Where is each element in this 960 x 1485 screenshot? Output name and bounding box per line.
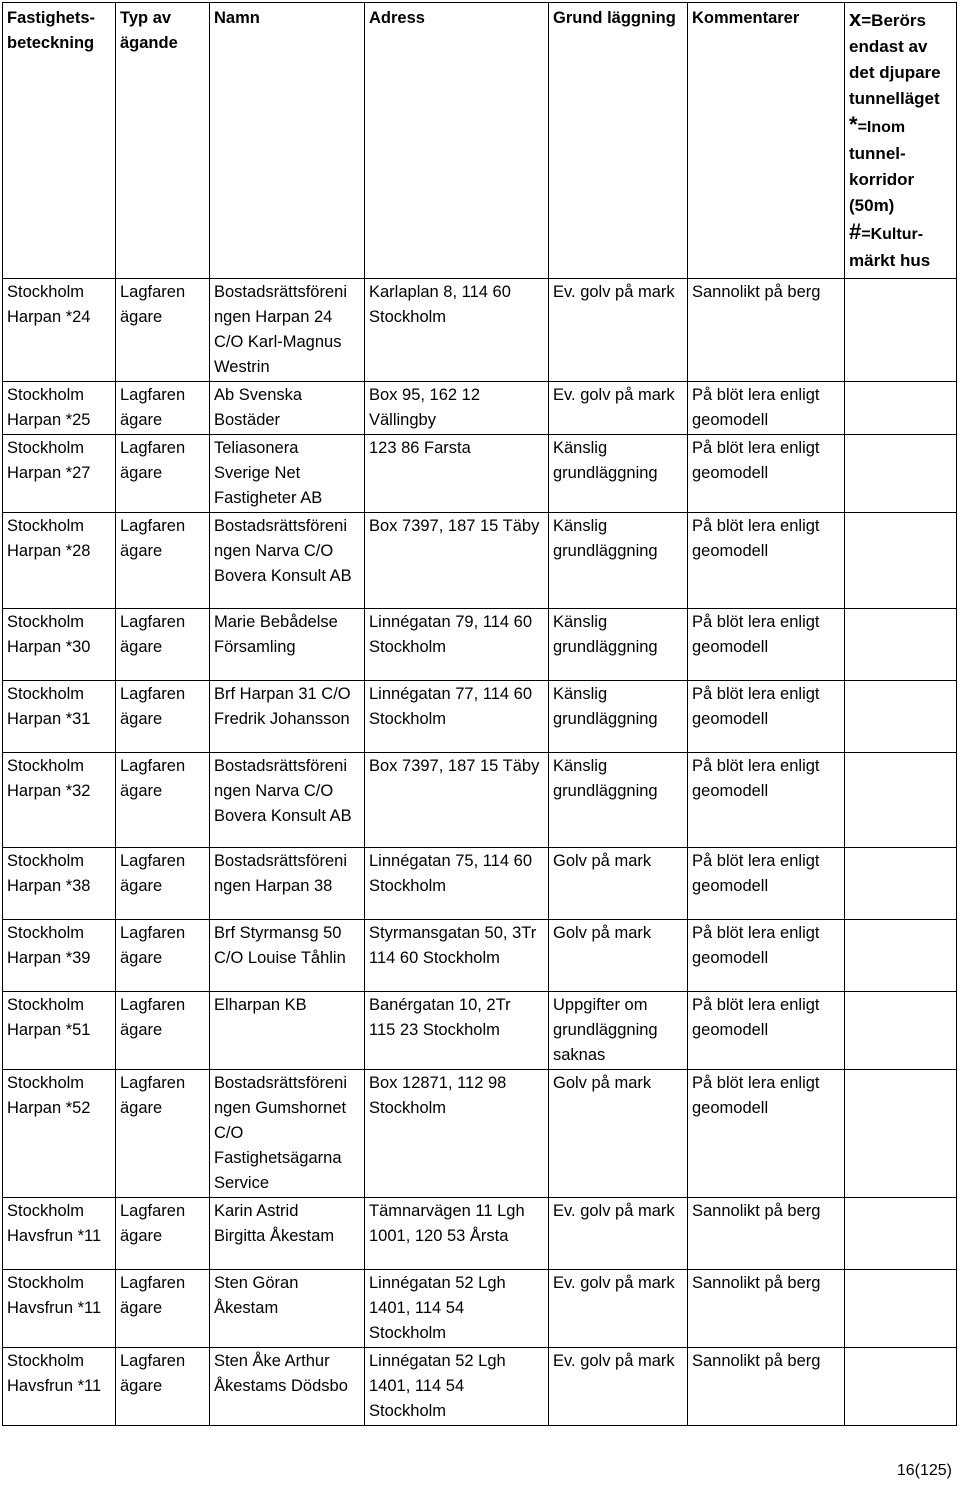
cell-line: Linnégatan 79, 114 60 [369, 613, 533, 631]
cell-line: Bostäder [214, 411, 281, 429]
cell-line: Harpan *27 [7, 464, 91, 482]
cell-line: Lagfaren [120, 757, 186, 775]
cell-line: På blöt lera enligt [692, 924, 820, 942]
cell-line: 1401, 114 54 [369, 1377, 465, 1395]
cell-adress [365, 1270, 549, 1348]
cell-kommentar [688, 1348, 845, 1426]
cell-line: Stockholm [369, 710, 447, 728]
table-row [3, 1198, 957, 1270]
cell-legend-marker [845, 848, 957, 920]
cell-line: Stockholm [7, 1352, 85, 1370]
cell-line: Stockholm [7, 439, 85, 457]
cell-namn [210, 435, 365, 513]
cell-line: geomodell [692, 411, 769, 429]
cell-line: geomodell [692, 949, 769, 967]
cell-grund [549, 1070, 688, 1198]
cell-line: Lagfaren [120, 685, 186, 703]
cell-line: Harpan *32 [7, 782, 91, 800]
cell-typ [116, 753, 210, 848]
cell-namn [210, 681, 365, 753]
cell-namn [210, 1270, 365, 1348]
cell-namn [210, 513, 365, 609]
cell-grund [549, 279, 688, 382]
cell-line: På blöt lera enligt [692, 852, 820, 870]
cell-line: Linnégatan 77, 114 60 [369, 685, 533, 703]
cell-line: saknas [553, 1046, 606, 1064]
cell-adress [365, 279, 549, 382]
cell-fastighet [3, 609, 116, 681]
cell-typ [116, 848, 210, 920]
cell-adress [365, 1070, 549, 1198]
cell-adress [365, 992, 549, 1070]
cell-namn [210, 1198, 365, 1270]
cell-adress [365, 1198, 549, 1270]
cell-fastighet [3, 992, 116, 1070]
cell-line: C/O Karl-Magnus [214, 333, 342, 351]
cell-line: grundläggning [553, 638, 658, 656]
header-kommentarer: Kommentarer [688, 3, 845, 279]
cell-namn [210, 992, 365, 1070]
cell-adress [365, 753, 549, 848]
table-row [3, 279, 957, 382]
cell-line: Styrmansgatan 50, 3Tr [369, 924, 537, 942]
cell-line: Lagfaren [120, 1352, 186, 1370]
cell-line: ägare [120, 1299, 163, 1317]
cell-line: Birgitta Åkestam [214, 1227, 335, 1245]
cell-line: Lagfaren [120, 386, 186, 404]
cell-line: Ev. golv på mark [553, 1202, 675, 1220]
cell-line: Sten Åke Arthur [214, 1352, 330, 1370]
cell-line: Teliasonera [214, 439, 299, 457]
cell-line: Känslig [553, 439, 608, 457]
cell-line: geomodell [692, 1099, 769, 1117]
cell-adress [365, 382, 549, 435]
cell-line: grundläggning [553, 1021, 658, 1039]
cell-line: Stockholm [369, 1099, 447, 1117]
header-typ-av-agande: Typ av ägande [116, 3, 210, 279]
cell-kommentar [688, 753, 845, 848]
page-number: 16(125) [896, 1462, 952, 1479]
cell-line: Stockholm [7, 386, 85, 404]
cell-line: ngen Harpan 38 [214, 877, 333, 895]
table-row [3, 609, 957, 681]
cell-namn [210, 920, 365, 992]
cell-legend-marker [845, 1198, 957, 1270]
cell-namn [210, 1070, 365, 1198]
cell-line: Uppgifter om [553, 996, 648, 1014]
cell-line: 1401, 114 54 [369, 1299, 465, 1317]
cell-typ [116, 513, 210, 609]
table-body [3, 279, 957, 1426]
cell-line: Fastighetsägarna [214, 1149, 342, 1167]
cell-line: grundläggning [553, 710, 658, 728]
cell-line: geomodell [692, 542, 769, 560]
cell-line: På blöt lera enligt [692, 439, 820, 457]
cell-namn [210, 279, 365, 382]
cell-legend-marker [845, 681, 957, 753]
cell-line: På blöt lera enligt [692, 613, 820, 631]
cell-grund [549, 920, 688, 992]
cell-line: Bostadsrättsföreni [214, 1074, 347, 1092]
cell-line: Vällingby [369, 411, 436, 429]
cell-grund [549, 609, 688, 681]
cell-line: På blöt lera enligt [692, 1074, 820, 1092]
cell-line: Stockholm [7, 613, 85, 631]
cell-fastighet [3, 753, 116, 848]
cell-line: Lagfaren [120, 283, 186, 301]
cell-line: Ev. golv på mark [553, 283, 675, 301]
cell-line: Stockholm [369, 1402, 447, 1420]
cell-grund [549, 753, 688, 848]
cell-adress [365, 920, 549, 992]
cell-fastighet [3, 1348, 116, 1426]
cell-line: ägare [120, 1099, 163, 1117]
cell-typ [116, 992, 210, 1070]
cell-line: Lagfaren [120, 1202, 186, 1220]
cell-line: Sten Göran [214, 1274, 299, 1292]
header-namn: Namn [210, 3, 365, 279]
cell-line: Harpan *38 [7, 877, 91, 895]
cell-kommentar [688, 382, 845, 435]
table-row [3, 920, 957, 992]
cell-line: ägare [120, 1377, 163, 1395]
cell-legend-marker [845, 1270, 957, 1348]
cell-line: Harpan *24 [7, 308, 91, 326]
cell-line: ngen Narva C/O [214, 782, 334, 800]
cell-line: Golv på mark [553, 924, 652, 942]
cell-line: Lagfaren [120, 1274, 186, 1292]
cell-line: Lagfaren [120, 613, 186, 631]
cell-adress [365, 435, 549, 513]
cell-line: grundläggning [553, 782, 658, 800]
table-row [3, 435, 957, 513]
cell-line: På blöt lera enligt [692, 517, 820, 535]
cell-line: Harpan *39 [7, 949, 91, 967]
cell-line: Sannolikt på berg [692, 283, 821, 301]
cell-line: ägare [120, 411, 163, 429]
cell-line: Känslig [553, 613, 608, 631]
cell-line: På blöt lera enligt [692, 386, 820, 404]
cell-line: Stockholm [369, 638, 447, 656]
cell-fastighet [3, 920, 116, 992]
cell-line: Stockholm [7, 757, 85, 775]
legend-x: x=Berörs [849, 6, 926, 31]
cell-line: På blöt lera enligt [692, 996, 820, 1014]
cell-namn [210, 753, 365, 848]
cell-fastighet [3, 1198, 116, 1270]
cell-line: 114 60 Stockholm [369, 949, 500, 967]
cell-kommentar [688, 279, 845, 382]
cell-fastighet [3, 848, 116, 920]
cell-kommentar [688, 848, 845, 920]
cell-namn [210, 848, 365, 920]
cell-line: grundläggning [553, 464, 658, 482]
table-row [3, 1348, 957, 1426]
cell-legend-marker [845, 992, 957, 1070]
cell-line: 115 23 Stockholm [369, 1021, 500, 1039]
cell-kommentar [688, 1270, 845, 1348]
cell-line: geomodell [692, 638, 769, 656]
cell-fastighet [3, 1270, 116, 1348]
cell-line: Box 7397, 187 15 Täby [369, 757, 540, 775]
cell-line: Stockholm [369, 877, 447, 895]
cell-line: På blöt lera enligt [692, 685, 820, 703]
table-header-row [3, 3, 957, 279]
document-page [2, 2, 956, 1479]
cell-line: Sannolikt på berg [692, 1274, 821, 1292]
cell-line: ägare [120, 638, 163, 656]
cell-line: Linnégatan 75, 114 60 [369, 852, 533, 870]
table-row [3, 513, 957, 609]
header-fastighetsbeteckning: Fastighets- beteckning [3, 3, 116, 279]
cell-fastighet [3, 435, 116, 513]
cell-line: Stockholm [7, 1074, 85, 1092]
cell-namn [210, 609, 365, 681]
cell-line: ngen Harpan 24 [214, 308, 333, 326]
cell-line: Linnégatan 52 Lgh [369, 1274, 506, 1292]
cell-line: Stockholm [7, 996, 85, 1014]
table-row [3, 753, 957, 848]
cell-kommentar [688, 681, 845, 753]
cell-line: ägare [120, 464, 163, 482]
cell-line: Stockholm [7, 1202, 85, 1220]
cell-line: Harpan *28 [7, 542, 91, 560]
cell-fastighet [3, 279, 116, 382]
table-row [3, 681, 957, 753]
cell-line: Stockholm [7, 924, 85, 942]
cell-grund [549, 681, 688, 753]
cell-line: 1001, 120 53 Årsta [369, 1227, 509, 1245]
table-row [3, 382, 957, 435]
cell-line: Bostadsrättsföreni [214, 852, 347, 870]
cell-kommentar [688, 513, 845, 609]
cell-grund [549, 848, 688, 920]
cell-line: geomodell [692, 877, 769, 895]
cell-line: Golv på mark [553, 852, 652, 870]
cell-line: Fredrik Johansson [214, 710, 350, 728]
cell-kommentar [688, 609, 845, 681]
cell-line: Ev. golv på mark [553, 386, 675, 404]
cell-line: Ev. golv på mark [553, 1274, 675, 1292]
cell-typ [116, 609, 210, 681]
cell-line: Elharpan KB [214, 996, 307, 1014]
cell-line: Ab Svenska [214, 386, 303, 404]
cell-line: Stockholm [7, 283, 85, 301]
cell-line: På blöt lera enligt [692, 757, 820, 775]
cell-line: Stockholm [7, 685, 85, 703]
cell-kommentar [688, 1198, 845, 1270]
cell-kommentar [688, 1070, 845, 1198]
cell-grund [549, 513, 688, 609]
cell-adress [365, 513, 549, 609]
cell-typ [116, 1070, 210, 1198]
cell-line: ägare [120, 782, 163, 800]
cell-legend-marker [845, 609, 957, 681]
cell-line: geomodell [692, 782, 769, 800]
cell-line: Bostadsrättsföreni [214, 283, 347, 301]
cell-line: Bostadsrättsföreni [214, 517, 347, 535]
cell-legend-marker [845, 435, 957, 513]
cell-line: Känslig [553, 685, 608, 703]
cell-line: Sannolikt på berg [692, 1202, 821, 1220]
cell-line: Stockholm [369, 308, 447, 326]
cell-fastighet [3, 681, 116, 753]
cell-line: Box 12871, 112 98 [369, 1074, 507, 1092]
header-legend: x=Berörs endast av det djupare tunnelläget *=Inom tunnel- korridor (50m) #=Kultur- märkt hus [845, 3, 957, 279]
cell-legend-marker [845, 513, 957, 609]
cell-grund [549, 1270, 688, 1348]
legend-star: *=Inom [849, 112, 906, 137]
cell-line: C/O [214, 1124, 244, 1142]
cell-legend-marker [845, 1348, 957, 1426]
cell-typ [116, 435, 210, 513]
cell-adress [365, 681, 549, 753]
cell-kommentar [688, 992, 845, 1070]
cell-legend-marker [845, 1070, 957, 1198]
cell-adress [365, 848, 549, 920]
cell-line: Sverige Net [214, 464, 301, 482]
cell-line: Lagfaren [120, 924, 186, 942]
cell-line: Lagfaren [120, 517, 186, 535]
property-table [2, 2, 957, 1426]
cell-line: Tämnarvägen 11 Lgh [369, 1202, 525, 1220]
cell-line: ngen Gumshornet [214, 1099, 347, 1117]
cell-line: ägare [120, 542, 163, 560]
cell-line: Bostadsrättsföreni [214, 757, 347, 775]
cell-namn [210, 382, 365, 435]
cell-line: Linnégatan 52 Lgh [369, 1352, 506, 1370]
table-row [3, 848, 957, 920]
cell-line: Harpan *52 [7, 1099, 91, 1117]
table-row [3, 1270, 957, 1348]
cell-line: ägare [120, 710, 163, 728]
cell-typ [116, 1348, 210, 1426]
cell-namn [210, 1348, 365, 1426]
cell-line: Brf Styrmansg 50 [214, 924, 342, 942]
cell-line: Box 95, 162 12 [369, 386, 481, 404]
cell-line: Box 7397, 187 15 Täby [369, 517, 540, 535]
cell-typ [116, 920, 210, 992]
cell-grund [549, 1348, 688, 1426]
cell-line: Marie Bebådelse [214, 613, 338, 631]
cell-line: Banérgatan 10, 2Tr [369, 996, 511, 1014]
cell-line: Lagfaren [120, 852, 186, 870]
cell-typ [116, 279, 210, 382]
cell-legend-marker [845, 279, 957, 382]
cell-typ [116, 1270, 210, 1348]
cell-line: Åkestams Dödsbo [214, 1377, 348, 1395]
cell-line: Känslig [553, 517, 608, 535]
cell-grund [549, 1198, 688, 1270]
cell-kommentar [688, 435, 845, 513]
cell-line: Brf Harpan 31 C/O [214, 685, 351, 703]
cell-line: Stockholm [7, 1274, 85, 1292]
cell-legend-marker [845, 753, 957, 848]
cell-adress [365, 609, 549, 681]
cell-fastighet [3, 1070, 116, 1198]
cell-line: Känslig [553, 757, 608, 775]
cell-line: C/O Louise Tåhlin [214, 949, 346, 967]
cell-legend-marker [845, 920, 957, 992]
cell-line: ägare [120, 308, 163, 326]
cell-line: Sannolikt på berg [692, 1352, 821, 1370]
cell-legend-marker [845, 382, 957, 435]
cell-line: ägare [120, 1227, 163, 1245]
cell-kommentar [688, 920, 845, 992]
header-adress: Adress [365, 3, 549, 279]
cell-line: Harpan *30 [7, 638, 91, 656]
table-row [3, 992, 957, 1070]
cell-line: Westrin [214, 358, 270, 376]
cell-typ [116, 681, 210, 753]
cell-line: Åkestam [214, 1299, 279, 1317]
cell-line: Karlaplan 8, 114 60 [369, 283, 511, 301]
cell-line: Bovera Konsult AB [214, 807, 352, 825]
cell-line: Havsfrun *11 [7, 1227, 102, 1245]
cell-line: ngen Narva C/O [214, 542, 334, 560]
cell-fastighet [3, 382, 116, 435]
cell-line: Harpan *51 [7, 1021, 91, 1039]
cell-line: Lagfaren [120, 996, 186, 1014]
cell-line: ägare [120, 949, 163, 967]
cell-line: ägare [120, 877, 163, 895]
cell-line: geomodell [692, 1021, 769, 1039]
cell-grund [549, 382, 688, 435]
cell-line: Fastigheter AB [214, 489, 323, 507]
cell-grund [549, 992, 688, 1070]
cell-line: Golv på mark [553, 1074, 652, 1092]
cell-line: Havsfrun *11 [7, 1299, 102, 1317]
cell-line: geomodell [692, 464, 769, 482]
cell-grund [549, 435, 688, 513]
legend-hash: #=Kultur- [849, 219, 924, 244]
cell-line: Församling [214, 638, 296, 656]
cell-line: Bovera Konsult AB [214, 567, 352, 585]
cell-fastighet [3, 513, 116, 609]
cell-line: Karin Astrid [214, 1202, 299, 1220]
cell-line: ägare [120, 1021, 163, 1039]
cell-line: Lagfaren [120, 1074, 186, 1092]
cell-typ [116, 382, 210, 435]
table-row [3, 1070, 957, 1198]
cell-line: Havsfrun *11 [7, 1377, 102, 1395]
cell-line: grundläggning [553, 542, 658, 560]
cell-line: Harpan *25 [7, 411, 91, 429]
cell-line: Stockholm [7, 852, 85, 870]
cell-line: Stockholm [7, 517, 85, 535]
cell-line: Service [214, 1174, 270, 1192]
cell-line: geomodell [692, 710, 769, 728]
cell-line: Lagfaren [120, 439, 186, 457]
cell-line: Stockholm [369, 1324, 447, 1342]
cell-line: Harpan *31 [7, 710, 91, 728]
cell-line: 123 86 Farsta [369, 439, 471, 457]
header-grund-laggning: Grund läggning [549, 3, 688, 279]
cell-typ [116, 1198, 210, 1270]
cell-adress [365, 1348, 549, 1426]
cell-line: Ev. golv på mark [553, 1352, 675, 1370]
